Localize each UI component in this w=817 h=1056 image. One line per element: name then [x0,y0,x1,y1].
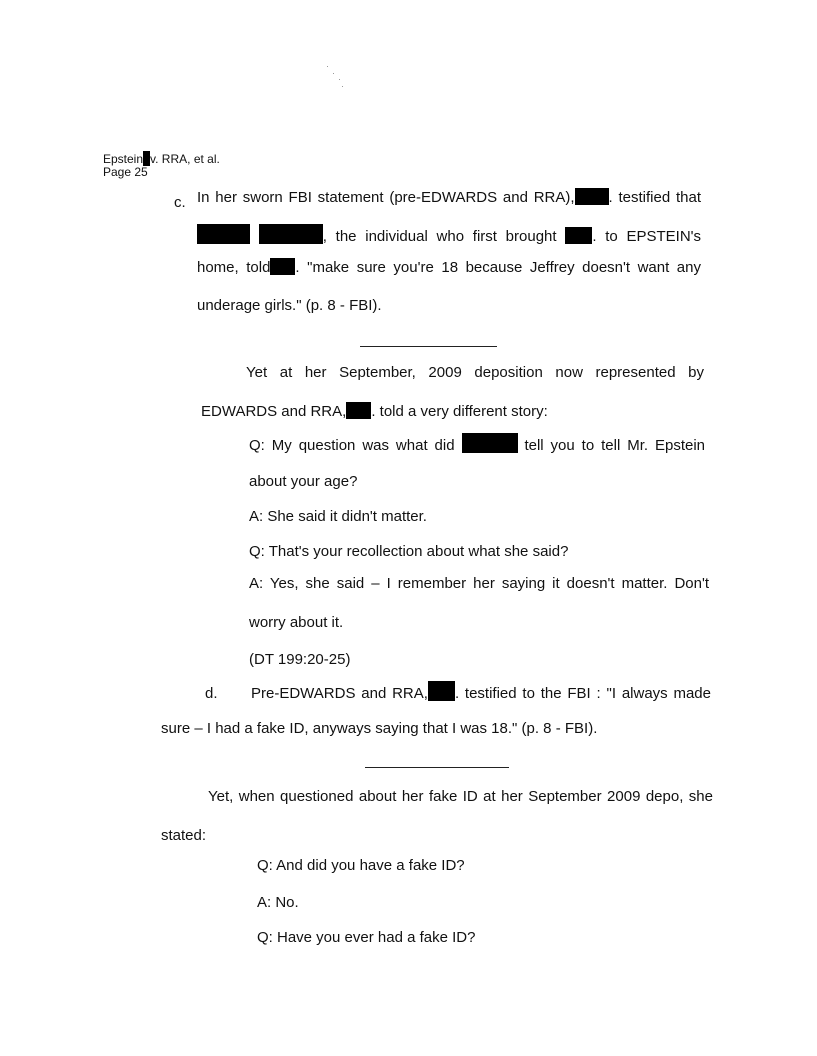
para-1-line-1: Yet at her September, 2009 deposition now represented by [246,364,704,381]
item-c-line-1 [197,188,701,206]
item-d-text: Pre-EDWARDS and RRA, [251,685,428,702]
para-1-text: EDWARDS and RRA, [201,403,347,420]
case-caption [103,151,220,166]
para-2-line-2: stated: [161,827,207,844]
para-1-line-2 [201,402,548,420]
para-1-text: . told a very different story: [371,403,548,420]
redaction-bar [575,188,609,205]
deposition-citation: (DT 199:20-25) [249,651,351,668]
item-c-text: In her sworn FBI statement (pre-EDWARDS and RRA), [197,189,575,206]
item-c-text: . "make sure you're 18 because Jeffrey doesn't want any [295,259,701,276]
redaction-bar [259,224,323,244]
qa-text: tell you to tell Mr. Epstein [524,437,706,454]
item-c-text: . testified that [608,189,701,206]
page-number: Page 25 [103,165,148,179]
qa-1-answer-1: A: She said it didn't matter. [249,508,427,525]
qa-1-answer-2: A: Yes, she said – I remember her saying it doesn't matter. Don't [249,575,709,592]
para-2-line-1: Yet, when questioned about her fake ID at her September 2009 depo, she [208,788,713,805]
redaction-bar [428,681,455,701]
scan-speck [327,66,328,67]
qa-1-answer-2-cont: worry about it. [249,614,344,631]
redaction-bar [346,402,371,419]
qa-2-question-2: Q: Have you ever had a fake ID? [257,929,476,946]
item-d-line-1 [251,681,711,702]
redaction-bar [565,227,592,244]
redaction-bar [462,433,518,453]
caption-suffix: v. RRA, et al. [150,152,220,166]
qa-1-question-1-cont: about your age? [249,473,358,490]
item-d-line-2: sure – I had a fake ID, anyways saying that I was 18." (p. 8 - FBI). [161,720,598,737]
scan-speck [339,79,340,80]
item-c-line-2 [197,224,701,245]
item-c-line-3 [197,258,701,276]
section-divider [365,767,509,768]
qa-2-answer-1: A: No. [257,894,299,911]
redaction-bar [143,151,150,166]
caption-prefix: Epstein [103,152,144,166]
item-c-text: home, told [197,259,271,276]
qa-1-question-2: Q: That's your recollection about what she said? [249,543,569,560]
item-d-marker: d. [205,685,218,702]
scan-speck [333,73,334,74]
scan-speck [342,86,343,87]
item-c-marker: c. [174,194,186,211]
item-c-text: , the individual who first brought [322,228,557,245]
item-c-text: . to EPSTEIN's [592,228,702,245]
redaction-bar [270,258,295,275]
qa-1-question-1 [249,433,705,454]
section-divider [360,346,497,347]
item-d-text: . testified to the FBI : "I always made [454,685,711,702]
qa-text: Q: My question was what did [249,437,455,454]
item-c-line-4: underage girls." (p. 8 - FBI). [197,297,382,314]
redaction-bar [197,224,250,244]
qa-2-question-1: Q: And did you have a fake ID? [257,857,465,874]
